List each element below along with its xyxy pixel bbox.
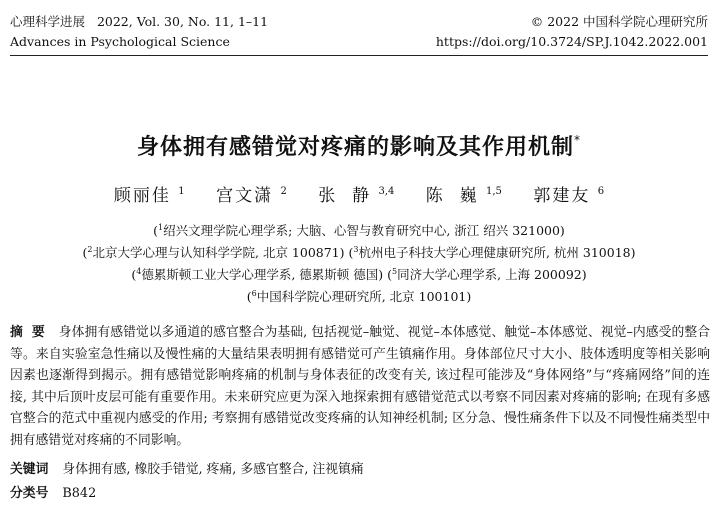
copyright-notice: © 2022 中国科学院心理研究所	[530, 14, 708, 29]
affiliation-line: ($^2$北京大学心理与认知科学学院, 北京 100871) ($^3$杭州电子科技大学心理健康研究所, 杭州 310018)	[82, 245, 636, 260]
keywords-text: 身体拥有感, 橡胶手错觉, 疼痛, 多感官整合, 注视镇痛	[62, 462, 364, 477]
title-footnote-mark[interactable]: *	[574, 133, 581, 147]
article-title	[0, 125, 718, 163]
journal-name-en: Advances in Psychological Science	[10, 34, 230, 49]
author: 顾丽佳 $^1$	[113, 186, 185, 206]
header-divider	[10, 55, 708, 56]
volume-issue: 2022, Vol. 30, No. 11, 1–11	[96, 14, 269, 29]
keywords	[10, 460, 364, 480]
author-list	[0, 180, 718, 208]
abstract	[10, 322, 710, 452]
author: 郭建友 $^6$	[533, 186, 605, 206]
abstract-label: 摘 要	[10, 325, 45, 340]
author: 陈 巍 $^{1,5}$	[425, 186, 502, 206]
keywords-label: 关键词	[10, 462, 49, 477]
author: 张 静 $^{3,4}$	[318, 186, 395, 206]
affiliation-line: ($^1$绍兴文理学院心理学系; 大脑、心智与教育研究中心, 浙江 绍兴 321000)	[153, 223, 565, 238]
title-text: 身体拥有感错觉对疼痛的影响及其作用机制	[136, 135, 574, 160]
abstract-text: 身体拥有感错觉以多通道的感官整合为基础, 包括视觉–触觉、视觉–本体感觉、触觉–本体感觉、视觉–内感受的整合等。来自实验室急性痛以及慢性痛的大量结果表明拥有感错觉可产生镇痛作用。身体部位尺寸大小、肢体透明度等相关影响因素也逐渐得到揭示。拥有感错觉影响疼痛的机制与身体表征的改变有关, 该过程可能涉及“身体网络”与“疼痛网络”间的连接, 其中后顶叶皮层可能有重要作用。未来研究应更为深入地探索拥有感错觉范式以考察不同因素对疼痛的影响; 在现有多感官整合的范式中重视内感受的作用; 考察拥有感错觉改变疼痛的认知神经机制; 区分急、慢性痛条件下以及不同慢性痛类型中拥有感错觉对疼痛的不同影响。	[10, 325, 710, 448]
author: 宫文潇 $^2$	[216, 186, 287, 206]
classification-number	[10, 484, 96, 504]
classification-code: B842	[62, 486, 97, 501]
affiliation-line: ($^4$德累斯顿工业大学心理学系, 德累斯顿 德国) ($^5$同济大学心理学系, 上海 200092)	[131, 267, 587, 282]
journal-citation	[10, 14, 268, 30]
classification-label: 分类号	[10, 486, 49, 501]
journal-name-cn: 心理科学进展	[10, 14, 86, 29]
affiliation-line: ($^6$中国科学院心理研究所, 北京 100101)	[246, 289, 472, 304]
doi-link[interactable]: https://doi.org/10.3724/SP.J.1042.2022.001	[435, 34, 708, 49]
